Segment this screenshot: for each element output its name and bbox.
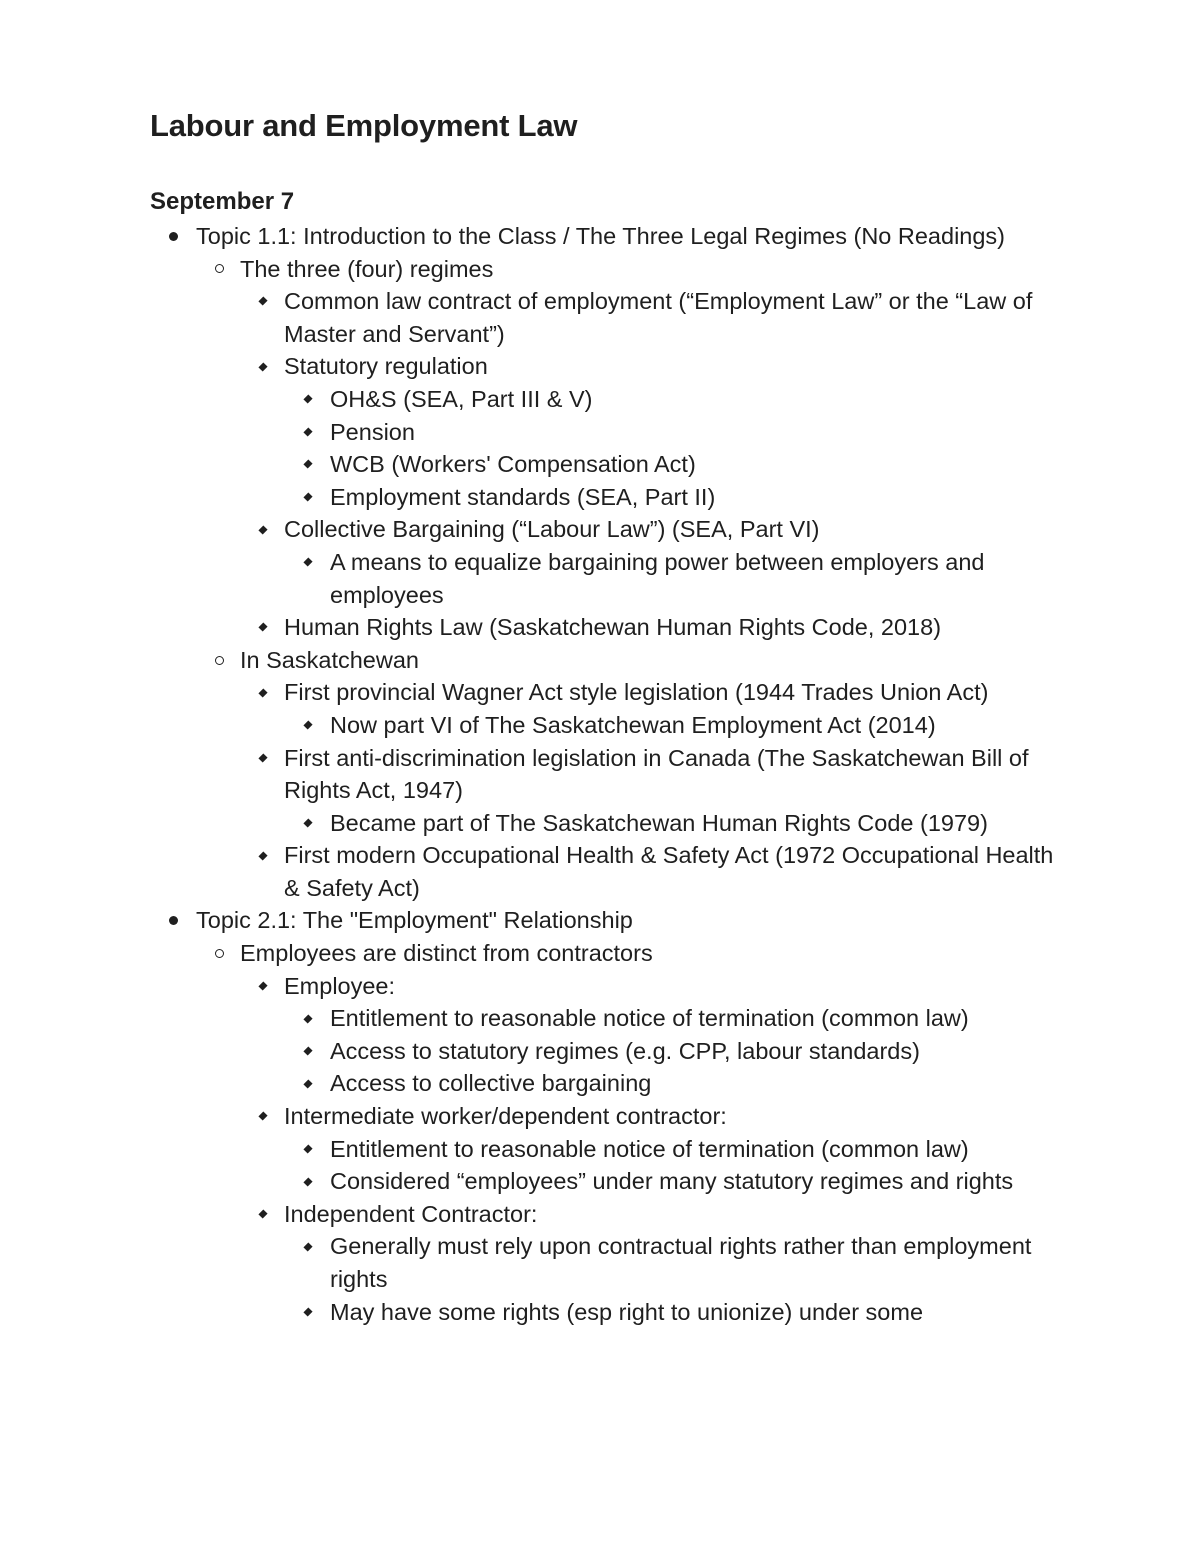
diamond-bullet-icon	[256, 839, 270, 872]
hollow-circle-bullet-icon	[212, 937, 226, 970]
diamond-bullet-icon	[301, 546, 315, 579]
outline-sublist	[284, 1133, 1060, 1198]
section-heading: September 7	[150, 188, 295, 215]
outline-list	[150, 220, 1060, 1328]
document-page	[150, 104, 1060, 1328]
diamond-bullet-icon	[256, 513, 270, 546]
outline-sublist	[284, 1002, 1060, 1100]
outline-item-level-4	[284, 1165, 1060, 1198]
outline-item-text: First modern Occupational Health & Safety Act (1972 Occupational Health & Safety Act)	[284, 842, 1054, 901]
diamond-bullet-icon	[256, 742, 270, 775]
outline-item-text: First anti-discrimination legislation in Canada (The Saskatchewan Bill of Rights Act, 1947)	[284, 744, 1029, 804]
diamond-bullet-icon	[256, 611, 270, 644]
diamond-bullet-icon	[256, 350, 270, 383]
outline-item-level-4	[284, 1002, 1060, 1035]
outline-item-level-4	[284, 709, 1060, 742]
diamond-bullet-icon	[301, 1230, 315, 1263]
diamond-bullet-icon	[301, 1067, 315, 1100]
outline-item-text: Generally must rely upon contractual rights rather than employment rights	[330, 1233, 1032, 1292]
diamond-bullet-icon	[256, 1100, 270, 1133]
outline-item-level-3	[240, 970, 1060, 1100]
outline-item-text: Topic 1.1: Introduction to the Class / The Three Legal Regimes (No Readings)	[196, 223, 1006, 249]
outline-item-text: Employee:	[284, 972, 396, 999]
outline-item-text: Intermediate worker/dependent contractor:	[284, 1103, 727, 1130]
outline-item-level-4	[284, 1133, 1060, 1166]
outline-item-text: First provincial Wagner Act style legislation (1944 Trades Union Act)	[284, 679, 989, 706]
outline-item-text: WCB (Workers' Compensation Act)	[330, 451, 696, 478]
outline-item-level-4	[284, 807, 1060, 840]
outline-item-text: Pension	[330, 418, 415, 445]
outline-item-text: Employees are distinct from contractors	[240, 940, 653, 967]
outline-item-text: Became part of The Saskatchewan Human Rights Code (1979)	[330, 809, 988, 836]
outline-item-level-3	[240, 285, 1060, 350]
diamond-bullet-icon	[256, 676, 270, 709]
outline-item-text: Now part VI of The Saskatchewan Employment Act (2014)	[330, 711, 936, 738]
outline-sublist	[240, 970, 1060, 1329]
diamond-bullet-icon	[301, 1002, 315, 1035]
outline-item-level-4	[284, 448, 1060, 481]
diamond-bullet-icon	[256, 1198, 270, 1231]
outline-item-level-4	[284, 1230, 1060, 1295]
diamond-bullet-icon	[301, 709, 315, 742]
outline-item-text: OH&S (SEA, Part III & V)	[330, 385, 593, 412]
diamond-bullet-icon	[301, 481, 315, 514]
outline-item-text: Collective Bargaining (“Labour Law”) (SEA, Part VI)	[284, 516, 820, 543]
outline-sublist	[196, 253, 1060, 905]
outline-sublist	[284, 383, 1060, 513]
outline-sublist	[196, 937, 1060, 1328]
outline-sublist	[284, 807, 1060, 840]
outline-item-level-3	[240, 350, 1060, 513]
outline-item-text: Topic 2.1: The "Employment" Relationship	[196, 907, 633, 934]
outline-item-level-4	[284, 481, 1060, 514]
hollow-circle-bullet-icon	[212, 644, 226, 677]
filled-circle-bullet-icon	[166, 220, 180, 253]
diamond-bullet-icon	[301, 448, 315, 481]
diamond-bullet-icon	[301, 807, 315, 840]
outline-item-level-4	[284, 383, 1060, 416]
diamond-bullet-icon	[301, 383, 315, 416]
outline-sublist	[240, 285, 1060, 644]
outline-item-level-2	[196, 937, 1060, 1328]
outline-item-level-3	[240, 1198, 1060, 1328]
outline-item-text: Common law contract of employment (“Employment Law” or the “Law of Master and Servant”)	[284, 288, 1033, 347]
outline-item-level-2	[196, 253, 1060, 644]
outline-item-text: Access to statutory regimes (e.g. CPP, labour standards)	[330, 1037, 920, 1064]
outline-item-level-4	[284, 1067, 1060, 1100]
outline-item-level-1	[150, 220, 1060, 904]
outline-item-level-4	[284, 416, 1060, 449]
outline-item-text: Human Rights Law (Saskatchewan Human Rights Code, 2018)	[284, 614, 942, 641]
diamond-bullet-icon	[256, 285, 270, 318]
document-title: Labour and Employment Law	[150, 108, 578, 143]
outline-item-text: A means to equalize bargaining power between employers and employees	[330, 548, 985, 608]
outline-item-text: In Saskatchewan	[240, 646, 419, 673]
outline-item-level-3	[240, 1100, 1060, 1198]
diamond-bullet-icon	[301, 1165, 315, 1198]
outline-item-text: Entitlement to reasonable notice of termination (common law)	[330, 1005, 969, 1032]
diamond-bullet-icon	[256, 970, 270, 1003]
outline-item-level-1	[150, 904, 1060, 1328]
outline-item-text: The three (four) regimes	[240, 255, 494, 282]
outline-item-level-4	[284, 546, 1060, 611]
outline-sublist	[284, 709, 1060, 742]
outline-sublist	[284, 546, 1060, 611]
outline-item-level-3	[240, 742, 1060, 840]
outline-item-level-3	[240, 513, 1060, 611]
outline-item-level-2	[196, 644, 1060, 905]
hollow-circle-bullet-icon	[212, 253, 226, 286]
outline-item-level-4	[284, 1296, 1060, 1329]
outline-item-text: Access to collective bargaining	[330, 1070, 652, 1097]
outline-sublist	[240, 676, 1060, 904]
outline-item-text: Considered “employees” under many statutory regimes and rights	[330, 1168, 1014, 1195]
outline-item-text: Entitlement to reasonable notice of termination (common law)	[330, 1135, 969, 1162]
outline-item-text: Statutory regulation	[284, 353, 488, 380]
outline-item-text: May have some rights (esp right to unionize) under some	[330, 1298, 924, 1325]
outline-item-level-3	[240, 611, 1060, 644]
diamond-bullet-icon	[301, 1296, 315, 1329]
diamond-bullet-icon	[301, 1133, 315, 1166]
outline-item-level-3	[240, 839, 1060, 904]
filled-circle-bullet-icon	[166, 904, 180, 937]
outline-item-text: Employment standards (SEA, Part II)	[330, 483, 716, 510]
outline-item-level-4	[284, 1035, 1060, 1068]
diamond-bullet-icon	[301, 416, 315, 449]
outline-item-level-3	[240, 676, 1060, 741]
outline-sublist	[284, 1230, 1060, 1328]
outline-item-text: Independent Contractor:	[284, 1200, 538, 1227]
diamond-bullet-icon	[301, 1035, 315, 1068]
